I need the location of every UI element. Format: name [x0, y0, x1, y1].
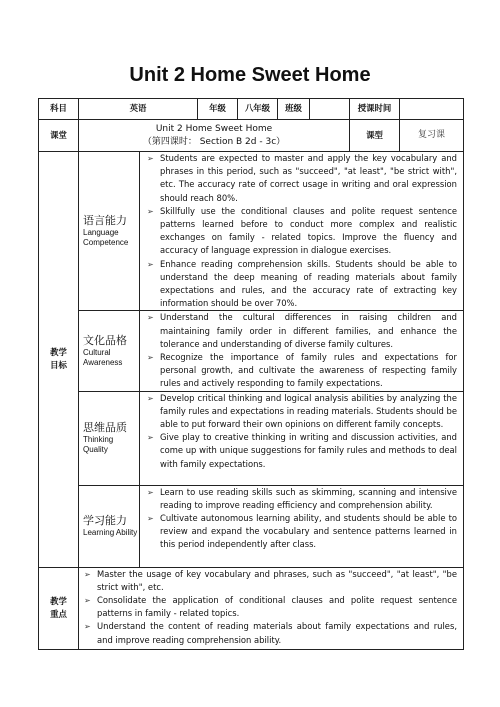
competence-items [140, 152, 464, 311]
list-item: ➢ Recognize the importance of family rules and expectations for personal growth, and cultivate the awareness of respecting family rules and actively responding to family expectations. [146, 351, 457, 391]
header-row [39, 99, 464, 120]
list-item: ➢ Understand the content of reading materials about family expectations and rules, and improve reading comprehension ability. [83, 620, 457, 646]
objective-group-language [39, 152, 464, 311]
list-item: ➢ Develop critical thinking and logical analysis abilities by analyzing the family rules and expectations in reading materials. Students should be able to put forward their own opinions on different family concepts. [146, 392, 457, 432]
learning-label-cell [79, 485, 140, 567]
list-item: ➢ Enhance reading comprehension skills. Students should be able to understand the deep meaning of reading materials about family expectations and rules, and the accuracy rate of extracting key information should be over 70%. [146, 258, 457, 311]
class-value [310, 99, 350, 120]
culture-en: Cultural Awareness [83, 348, 123, 368]
objective-group-thinking [39, 391, 464, 485]
key-points-label: 教学 重点 [39, 567, 79, 649]
competence-label-cell [79, 152, 140, 311]
lesson-label: 课堂 [39, 120, 79, 152]
learning-items [140, 485, 464, 567]
culture-zh: 文化品格 [83, 334, 127, 348]
lesson-type-value: 复习课 [400, 120, 464, 152]
list-item: ➢ Give play to creative thinking in writing and discussion activities, and come up with unique suggestions for family rules and methods to deal with family expectations. [146, 431, 457, 471]
class-label: 班级 [278, 99, 310, 120]
lesson-period: （第四课时： Section B 2d - 3c） [142, 136, 286, 147]
lesson-title: Unit 2 Home Sweet Home [155, 123, 273, 134]
lesson-plan-table [38, 98, 464, 650]
objectives-label: 教学 目标 [39, 152, 79, 568]
list-item: ➢ Consolidate the application of conditional clauses and polite request sentence patterns in family - related topics. [83, 594, 457, 620]
list-item: ➢ Cultivate autonomous learning ability, and students should be able to review and expand the vocabulary and sentence patterns learned in this period independently after class. [146, 512, 457, 552]
thinking-label-cell [79, 391, 140, 485]
learning-en: Learning Ability [83, 528, 138, 538]
lesson-type-label: 课型 [350, 120, 400, 152]
list-item: ➢ Master the usage of key vocabulary and phrases, such as "succeed", "at least", "be strict with", etc. [83, 568, 457, 594]
lesson-row [39, 120, 464, 152]
key-points-row [39, 567, 464, 649]
grade-value: 八年级 [238, 99, 278, 120]
subject-value: 英语 [79, 99, 198, 120]
learning-zh: 学习能力 [83, 514, 127, 528]
time-label: 授课时间 [350, 99, 400, 120]
document-title: Unit 2 Home Sweet Home [129, 64, 371, 86]
competence-zh: 语言能力 [83, 214, 127, 228]
thinking-zh: 思维品质 [83, 421, 127, 435]
key-points-items [79, 567, 464, 649]
thinking-en: Thinking Quality [83, 435, 114, 455]
thinking-items [140, 391, 464, 485]
subject-label: 科目 [39, 99, 79, 120]
competence-en: Language Competence [83, 228, 129, 248]
lesson-title-cell [79, 120, 350, 152]
culture-items [140, 311, 464, 391]
list-item: ➢ Students are expected to master and apply the key vocabulary and phrases in this period, such as "succeed", "at least", "be strict with", etc. The accuracy rate of correct usage in writing and oral expression should reach 80%. [146, 152, 457, 205]
objective-group-culture [39, 311, 464, 391]
time-value [400, 99, 464, 120]
objective-group-learning [39, 485, 464, 567]
grade-label: 年级 [198, 99, 238, 120]
list-item: ➢ Learn to use reading skills such as skimming, scanning and intensive reading to improve reading efficiency and comprehension ability. [146, 486, 457, 512]
culture-label-cell [79, 311, 140, 391]
list-item: ➢ Skillfully use the conditional clauses and polite request sentence patterns learned before to conduct more complex and realistic exchanges on family - related topics. Improve the fluency and accuracy of language expression in dialogue exercises. [146, 205, 457, 258]
list-item: ➢ Understand the cultural differences in raising children and maintaining family order in different families, and enhance the tolerance and understanding of diverse family cultures. [146, 311, 457, 351]
